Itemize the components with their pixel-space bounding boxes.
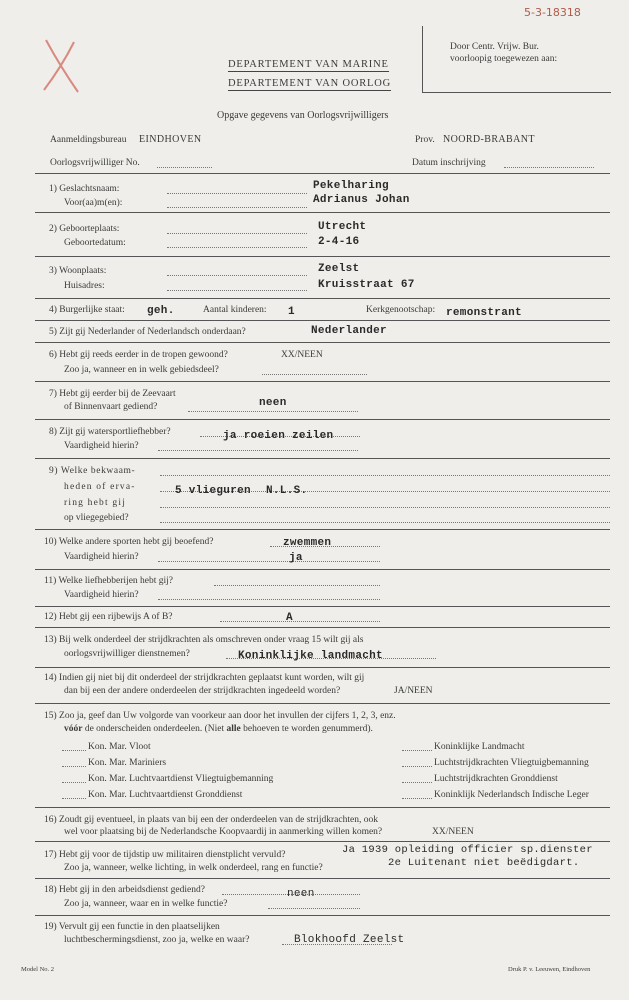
q16-label-a: 16) Zoudt gij eventueel, in plaats van bij een der onderdeelen van de strijdkrachten, ook — [44, 815, 378, 825]
q18-label-a: 18) Hebt gij in den arbeidsdienst gediend? — [44, 885, 205, 895]
q3-label-a: 3) Woonplaats: — [49, 266, 107, 276]
q15-bold-alle: alle — [226, 724, 241, 734]
q15-right-option: Koninklijk Nederlandsch Indische Leger — [434, 790, 589, 800]
q4-label-c: Kerkgenootschap: — [366, 305, 436, 315]
q15-label-a: 15) Zoo ja, geef dan Uw volgorde van voorkeur aan door het invullen der cijfers 1, 2, 3, enz. — [44, 711, 396, 721]
red-cross-mark — [40, 36, 84, 96]
q9-label-b: heden of erva- — [64, 482, 136, 492]
q4-value-a: geh. — [147, 305, 175, 317]
q11-label-b: Vaardigheid hierin? — [64, 590, 139, 600]
q15-label-b-rest: de onderscheiden onderdeelen. (Niet — [84, 724, 225, 734]
q13-label-b: oorlogsvrijwilliger dienstnemen? — [64, 649, 190, 659]
q19-label-a: 19) Vervult gij een functie in den plaatselijken — [44, 922, 220, 932]
q15-left-option: Kon. Mar. Luchtvaartdienst Gronddienst — [88, 790, 243, 800]
q1-value-a: Pekelharing — [313, 180, 389, 192]
aanmeldingsbureau-value: EINDHOVEN — [139, 134, 202, 145]
q4-value-c: remonstrant — [446, 307, 522, 319]
q17-label-b: Zoo ja, wanneer, welke lichting, in welk onderdeel, rang en functie? — [64, 863, 323, 873]
q1-label-b: Voor(aa)m(en): — [64, 198, 123, 208]
q15-bold-voor: vóór — [64, 724, 83, 734]
aanmeldingsbureau-label: Aanmeldingsbureau — [50, 135, 127, 145]
q2-value-b: 2-4-16 — [318, 236, 360, 248]
q15-left-option: Kon. Mar. Mariniers — [88, 758, 167, 768]
q9-label-d: op vliegegebied? — [64, 513, 129, 523]
q12-label: 12) Hebt gij een rijbewijs A of B? — [44, 612, 173, 622]
q7-value: neen — [259, 397, 287, 409]
q6-label-b: Zoo ja, wanneer en in welk gebiedsdeel? — [64, 365, 219, 375]
form-title: Opgave gegevens van Oorlogsvrijwilligers — [217, 110, 389, 121]
q15-left-option: Kon. Mar. Luchtvaartdienst Vliegtuigbemanning — [88, 774, 274, 784]
q16-answer: XX/NEEN — [432, 827, 474, 837]
q15-right-option: Luchtstrijdkrachten Vliegtuigbemanning — [434, 758, 589, 768]
footer-model: Model No. 2 — [21, 966, 55, 973]
q15-label-b-end: behoeven te worden genummerd). — [243, 724, 373, 734]
q4-value-b: 1 — [288, 306, 295, 318]
q6-label-a: 6) Hebt gij reeds eerder in de tropen gewoond? — [49, 350, 228, 360]
q14-label-a: 14) Indien gij niet bij dit onderdeel der strijdkrachten geplaatst kunt worden, wilt gij — [44, 673, 365, 683]
q1-label-a: 1) Geslachtsnaam: — [49, 184, 120, 194]
q19-label-b: luchtbeschermingsdienst, zoo ja, welke en waar? — [64, 935, 250, 945]
q15-right-option: Luchtstrijdkrachten Gronddienst — [434, 774, 558, 784]
q2-value-a: Utrecht — [318, 221, 367, 233]
q17-value-a: Ja 1939 opleiding officier sp.dienster — [342, 844, 593, 856]
bureau-line-2: voorloopig toegewezen aan: — [450, 54, 558, 64]
q9-value-a: 5 vlieguren — [175, 485, 251, 497]
footer-printer: Druk P. v. Leeuwen, Eindhoven — [508, 966, 591, 973]
q9-value-b: N.L.S. — [266, 485, 308, 497]
q15-right-option: Koninklijke Landmacht — [434, 742, 525, 752]
q6-answer: XX/NEEN — [281, 350, 323, 360]
q9-label-a: 9) Welke bekwaam- — [49, 466, 136, 476]
q8-label-a: 8) Zijt gij watersportliefhebber? — [49, 427, 171, 437]
q10-value-b: ja — [289, 552, 303, 564]
q14-label-b: dan bij een der andere onderdeelen der strijdkrachten ingedeeld worden? — [64, 686, 341, 696]
handwritten-reference: 5-3-18318 — [524, 6, 581, 19]
q18-value: neen — [287, 888, 315, 900]
q7-label-b: of Binnenvaart gediend? — [64, 402, 158, 412]
q10-label-a: 10) Welke andere sporten hebt gij beoefend? — [44, 537, 214, 547]
q17-label-a: 17) Hebt gij voor de tijdstip uw militairen dienstplicht vervuld? — [44, 850, 286, 860]
q3-value-b: Kruisstraat 67 — [318, 279, 415, 291]
q14-answer: JA/NEEN — [394, 686, 433, 696]
nummer-label: Oorlogsvrijwilliger No. — [50, 158, 140, 168]
q5-value: Nederlander — [311, 325, 387, 337]
dept-marine: DEPARTEMENT VAN MARINE — [228, 59, 389, 70]
q8-label-b: Vaardigheid hierin? — [64, 441, 139, 451]
prov-value: NOORD-BRABANT — [443, 134, 535, 145]
q18-label-b: Zoo ja, wanneer, waar en in welke functie? — [64, 899, 228, 909]
q16-label-b: wel voor plaatsing bij de Nederlandsche Koopvaardij in aanmerking willen komen? — [64, 827, 383, 837]
q11-label-a: 11) Welke liefhebberijen hebt gij? — [44, 576, 174, 586]
q4-label-b: Aantal kinderen: — [203, 305, 267, 315]
q10-value-a: zwemmen — [283, 537, 332, 549]
q4-label-a: 4) Burgerlijke staat: — [49, 305, 125, 315]
dept-oorlog: DEPARTEMENT VAN OORLOG — [228, 78, 392, 89]
prov-label: Prov. — [415, 135, 435, 145]
q5-label: 5) Zijt gij Nederlander of Nederlandsch onderdaan? — [49, 327, 246, 337]
q10-label-b: Vaardigheid hierin? — [64, 552, 139, 562]
q7-label-a: 7) Hebt gij eerder bij de Zeevaart — [49, 389, 176, 399]
q3-value-a: Zeelst — [318, 263, 360, 275]
q1-value-b: Adrianus Johan — [313, 194, 410, 206]
q2-label-b: Geboortedatum: — [64, 238, 126, 248]
q9-label-c: ring hebt gij — [64, 498, 127, 508]
q15-label-b — [64, 724, 373, 735]
bureau-line-1: Door Centr. Vrijw. Bur. — [450, 42, 539, 52]
q8-value: ja roeien zeilen — [223, 430, 334, 442]
datum-label: Datum inschrijving — [412, 158, 486, 168]
q15-left-option: Kon. Mar. Vloot — [88, 742, 151, 752]
q17-value-b: 2e Luitenant niet beëdigdart. — [388, 857, 580, 869]
q13-value: Koninklijke landmacht — [238, 650, 383, 662]
q2-label-a: 2) Geboorteplaats: — [49, 224, 120, 234]
q19-value: Blokhoofd Zeelst — [294, 934, 405, 946]
q13-label-a: 13) Bij welk onderdeel der strijdkrachten als omschreven onder vraag 15 wilt gij als — [44, 635, 364, 645]
q3-label-b: Huisadres: — [64, 281, 105, 291]
q12-value: A — [286, 612, 293, 624]
